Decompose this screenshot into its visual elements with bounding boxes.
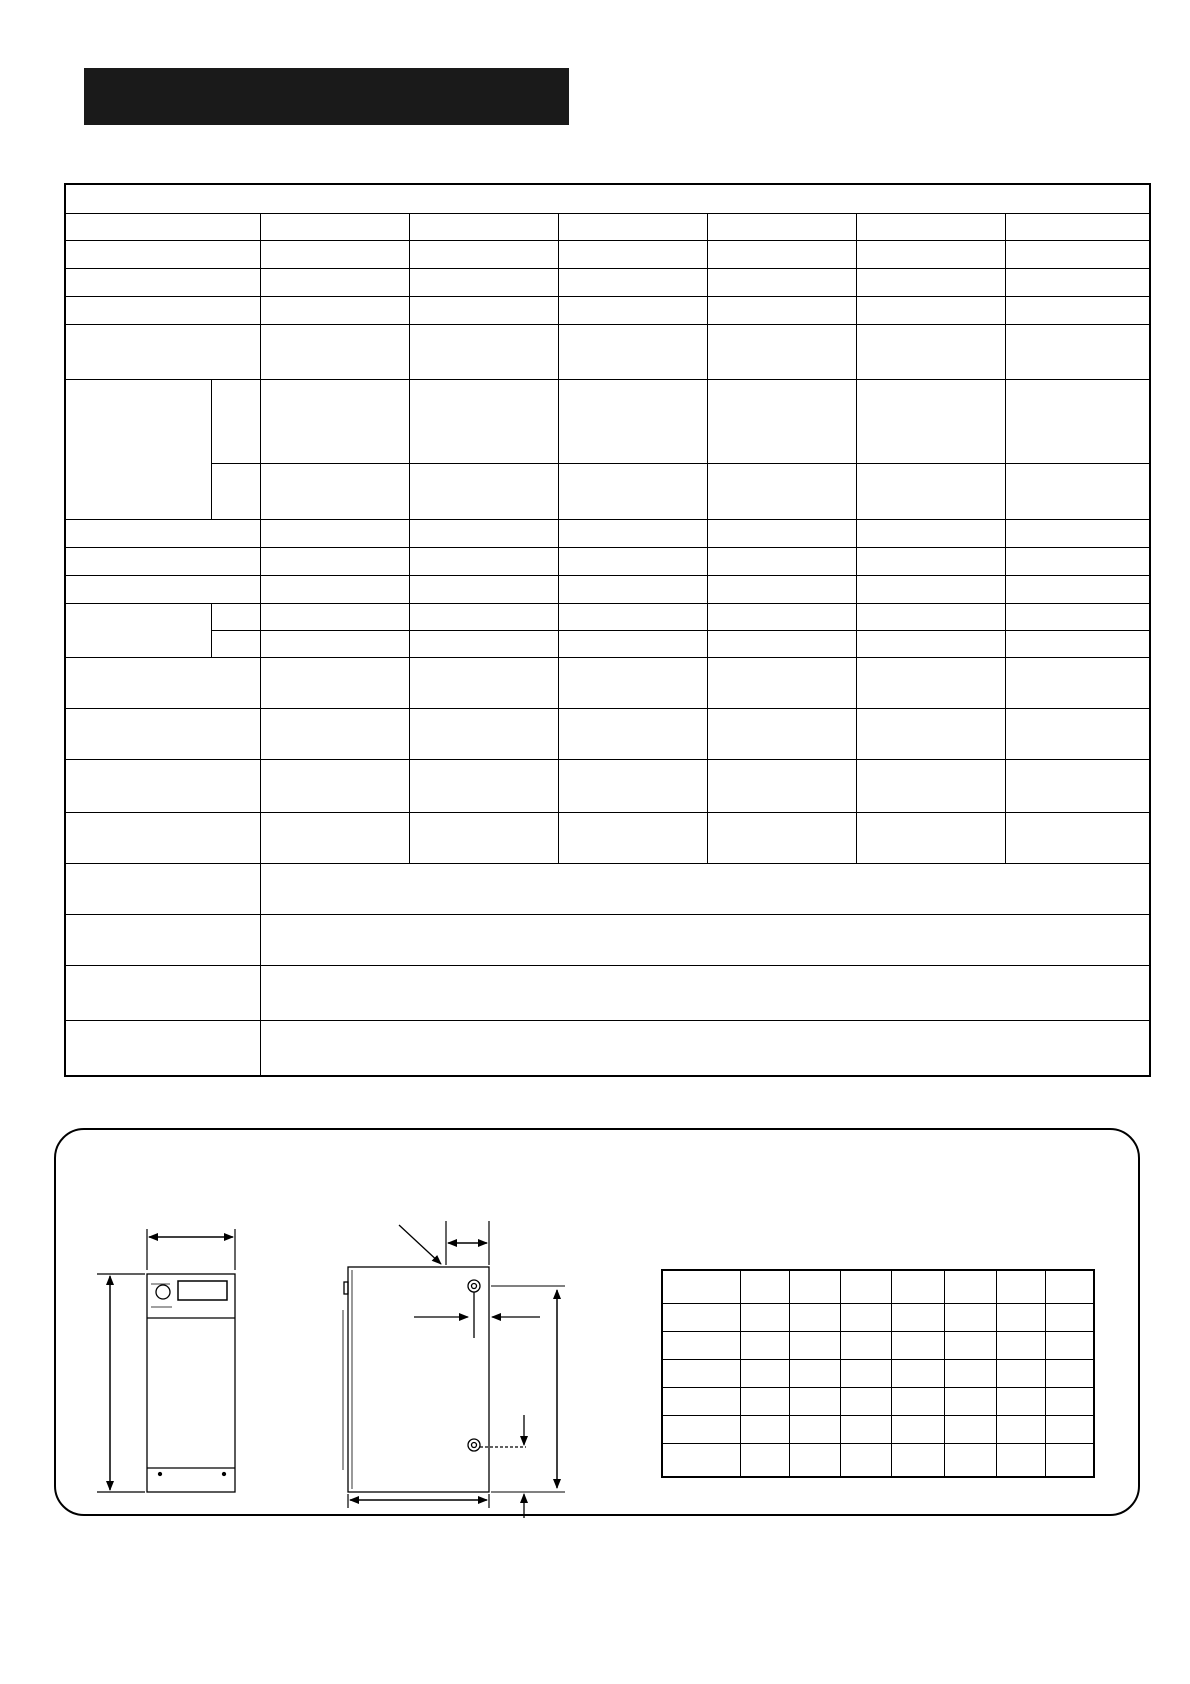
table-cell xyxy=(944,1360,996,1388)
table-cell xyxy=(789,1270,840,1304)
table-cell xyxy=(891,1388,944,1416)
table-cell xyxy=(740,1444,789,1478)
table-cell xyxy=(789,1444,840,1478)
table-cell xyxy=(840,1270,891,1304)
table-cell xyxy=(891,1270,944,1304)
table-cell xyxy=(944,1388,996,1416)
table-cell xyxy=(944,1270,996,1304)
table-cell xyxy=(1045,1444,1094,1478)
table-row xyxy=(662,1360,1094,1388)
table-cell xyxy=(891,1304,944,1332)
table-cell xyxy=(840,1388,891,1416)
table-row xyxy=(662,1388,1094,1416)
table-cell xyxy=(891,1360,944,1388)
table-cell xyxy=(1045,1388,1094,1416)
table-cell xyxy=(996,1360,1045,1388)
table-cell xyxy=(1045,1332,1094,1360)
table-cell xyxy=(740,1360,789,1388)
table-cell xyxy=(1045,1304,1094,1332)
table-cell xyxy=(996,1416,1045,1444)
front-view-drawing xyxy=(147,1274,235,1492)
table-cell xyxy=(662,1444,740,1478)
side-view-drawing xyxy=(343,1267,526,1492)
dimensions-table xyxy=(661,1269,1095,1478)
table-cell xyxy=(944,1332,996,1360)
table-cell xyxy=(740,1388,789,1416)
table-cell xyxy=(840,1304,891,1332)
leader-arrow xyxy=(399,1225,441,1264)
table-cell xyxy=(1045,1270,1094,1304)
table-row xyxy=(662,1444,1094,1478)
table-cell xyxy=(662,1304,740,1332)
table-cell xyxy=(996,1444,1045,1478)
table-cell xyxy=(789,1360,840,1388)
table-cell xyxy=(944,1416,996,1444)
table-cell xyxy=(996,1304,1045,1332)
table-cell xyxy=(1045,1360,1094,1388)
table-cell xyxy=(662,1270,740,1304)
table-row xyxy=(662,1416,1094,1444)
table-cell xyxy=(944,1444,996,1478)
table-cell xyxy=(891,1416,944,1444)
table-cell xyxy=(740,1332,789,1360)
table-row xyxy=(662,1332,1094,1360)
table-cell xyxy=(662,1388,740,1416)
table-cell xyxy=(740,1416,789,1444)
table-row xyxy=(662,1270,1094,1304)
table-cell xyxy=(944,1304,996,1332)
table-cell xyxy=(789,1304,840,1332)
table-cell xyxy=(996,1332,1045,1360)
table-cell xyxy=(662,1416,740,1444)
table-cell xyxy=(891,1444,944,1478)
table-cell xyxy=(662,1360,740,1388)
table-cell xyxy=(996,1270,1045,1304)
table-cell xyxy=(740,1304,789,1332)
table-cell xyxy=(1045,1416,1094,1444)
table-cell xyxy=(789,1416,840,1444)
table-cell xyxy=(840,1444,891,1478)
table-cell xyxy=(662,1332,740,1360)
table-cell xyxy=(840,1360,891,1388)
table-cell xyxy=(840,1332,891,1360)
table-cell xyxy=(891,1332,944,1360)
table-cell xyxy=(740,1270,789,1304)
table-cell xyxy=(789,1332,840,1360)
table-cell xyxy=(996,1388,1045,1416)
table-cell xyxy=(840,1416,891,1444)
table-cell xyxy=(789,1388,840,1416)
table-row xyxy=(662,1304,1094,1332)
